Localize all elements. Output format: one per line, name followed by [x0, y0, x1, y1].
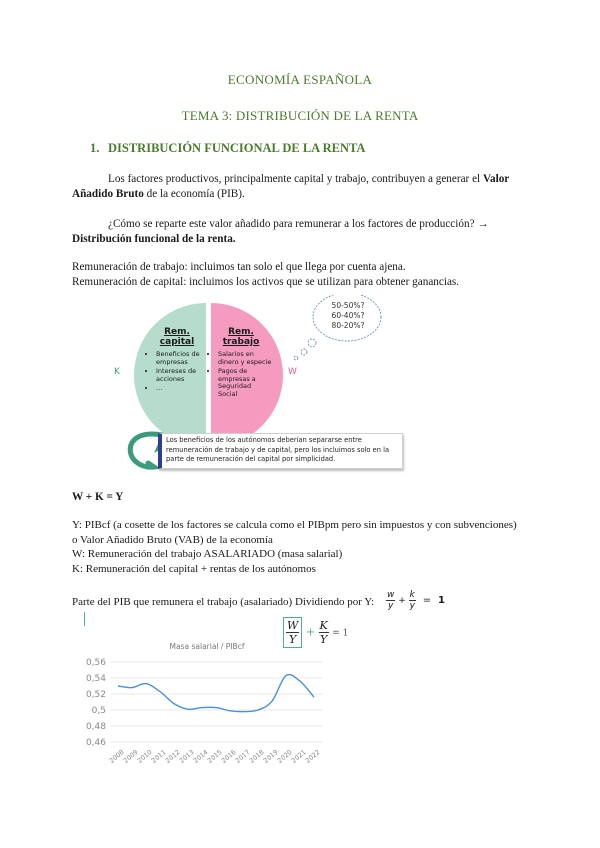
w-over-y-box: $\frac{W}{Y}$ — [283, 617, 302, 648]
x-tick-label: 2010 — [135, 748, 154, 765]
p1-text: Los factores productivos, principalmente capital y trabajo, contribuyen a generar el — [108, 173, 483, 185]
x-tick-label: 2013 — [177, 748, 196, 765]
x-tick-label: 2022 — [303, 748, 322, 765]
capital-item: • Beneficios de empresas — [156, 351, 206, 366]
chart-plot — [82, 638, 332, 773]
series-line — [118, 675, 314, 712]
x-tick-label: 2018 — [247, 748, 266, 765]
definitions-block — [72, 518, 542, 576]
k-over-y: $\frac{k}{y}$ — [409, 590, 415, 611]
paragraph-question — [72, 217, 532, 246]
x-tick-label: 2020 — [275, 748, 294, 765]
labor-share-text: Parte del PIB que remunera el trabajo (asalariado) Dividiendo por Y: — [72, 596, 375, 608]
chart-title: Masa salarial / PIBcf — [169, 642, 245, 651]
x-tick-label: 2009 — [121, 748, 140, 765]
p2-text: ¿Cómo se reparte este valor añadido para remunerar a los factores de producción? → — [108, 218, 489, 230]
p2-bold: Distribución funcional de la renta. — [72, 232, 236, 245]
section-heading — [90, 141, 365, 156]
y-tick-label: 0,52 — [85, 690, 106, 700]
capital-list — [148, 351, 206, 393]
x-tick-label: 2019 — [261, 748, 280, 765]
paragraph-vab — [72, 172, 532, 201]
y-tick-label: 0,48 — [85, 722, 106, 732]
wage-share-chart — [82, 638, 332, 773]
labor-remuneration-line: Remuneración de trabajo: incluimos tan solo el que llega por cuenta ajena. — [72, 261, 406, 273]
x-tick-label: 2011 — [149, 748, 168, 765]
p1-text-end: de la economía (PIB). — [143, 187, 245, 200]
definition-line: W: Remuneración del trabajo ASALARIADO (masa salarial) — [72, 548, 343, 560]
note-text: Los beneficios de los autónomos deberían separarse entre remuneración de trabajo y de capital, pero los incluimos solo en la parte de remuneración del capital por simplicidad. — [166, 436, 390, 464]
labor-title-line2: trabajo — [222, 337, 260, 347]
labor-item: • Pagos de empresas a Seguridad Social — [218, 368, 272, 398]
labor-box — [210, 327, 272, 401]
y-tick-label: 0,46 — [85, 738, 106, 748]
definition-line: o Valor Añadido Bruto (VAB) de la economía — [72, 533, 273, 546]
cloud-line: 60-40%? — [331, 311, 365, 320]
cloud-line: 80-20%? — [331, 321, 365, 330]
x-tick-label: 2016 — [219, 748, 238, 765]
p1-bold: Valor Añadido Bruto — [72, 173, 510, 200]
big-plus: + — [305, 625, 316, 639]
autonomos-note — [158, 433, 403, 469]
w-label: W — [288, 367, 297, 377]
capital-box — [148, 327, 206, 395]
capital-title-line2: capital — [159, 337, 195, 347]
equals-sign: = — [422, 595, 432, 606]
x-tick-label: 2008 — [107, 748, 126, 765]
x-tick-label: 2014 — [191, 748, 210, 765]
x-tick-label: 2012 — [163, 748, 182, 765]
labor-item: • Salarios en dinero y especie — [218, 351, 272, 366]
y-tick-label: 0,5 — [91, 706, 106, 716]
big-k-over-y: $\frac{K}{Y}$ — [319, 619, 328, 646]
labor-list — [210, 351, 272, 399]
plus-sign: + — [398, 596, 406, 606]
x-tick-label: 2017 — [233, 748, 252, 765]
y-tick-label: 0,54 — [85, 674, 106, 684]
capital-item: • Intereses de acciones — [156, 368, 206, 383]
capital-title-line1: Rem. — [164, 327, 190, 337]
cloud-line: 50-50%? — [331, 301, 365, 310]
paragraph-remuneration — [72, 260, 542, 289]
distribution-diagram — [110, 295, 400, 470]
definition-line: Y: PIBcf (a cosette de los factores se calcula como el PIBpm pero sin impuestos y con subvenciones) — [72, 519, 517, 531]
one-value: 1 — [438, 595, 445, 606]
definition-line: K: Remuneración del capital + rentas de los autónomos — [72, 562, 316, 575]
cloud-text — [320, 301, 376, 331]
labor-title-line1: Rem. — [228, 327, 254, 337]
big-equals: = 1 — [332, 628, 349, 639]
small-formula — [386, 590, 445, 611]
course-title: ECONOMÍA ESPAÑOLA — [227, 72, 373, 87]
x-tick-label: 2021 — [289, 748, 308, 765]
labor-share-line — [72, 595, 374, 610]
identity-equation: W + K = Y — [72, 491, 124, 503]
section-title: DISTRIBUCIÓN FUNCIONAL DE LA RENTA — [108, 141, 366, 155]
topic-title: TEMA 3: DISTRIBUCIÓN DE LA RENTA — [181, 108, 419, 123]
section-number: 1. — [90, 141, 100, 155]
capital-remuneration-line: Remuneración de capital: incluimos los activos que se utilizan para obtener ganancias. — [72, 275, 460, 288]
w-over-y: $\frac{w}{y}$ — [387, 590, 395, 611]
capital-item: • … — [156, 385, 206, 393]
k-label: K — [114, 367, 120, 377]
y-tick-label: 0,56 — [85, 658, 106, 668]
x-tick-label: 2015 — [205, 748, 224, 765]
margin-marker — [84, 612, 85, 626]
